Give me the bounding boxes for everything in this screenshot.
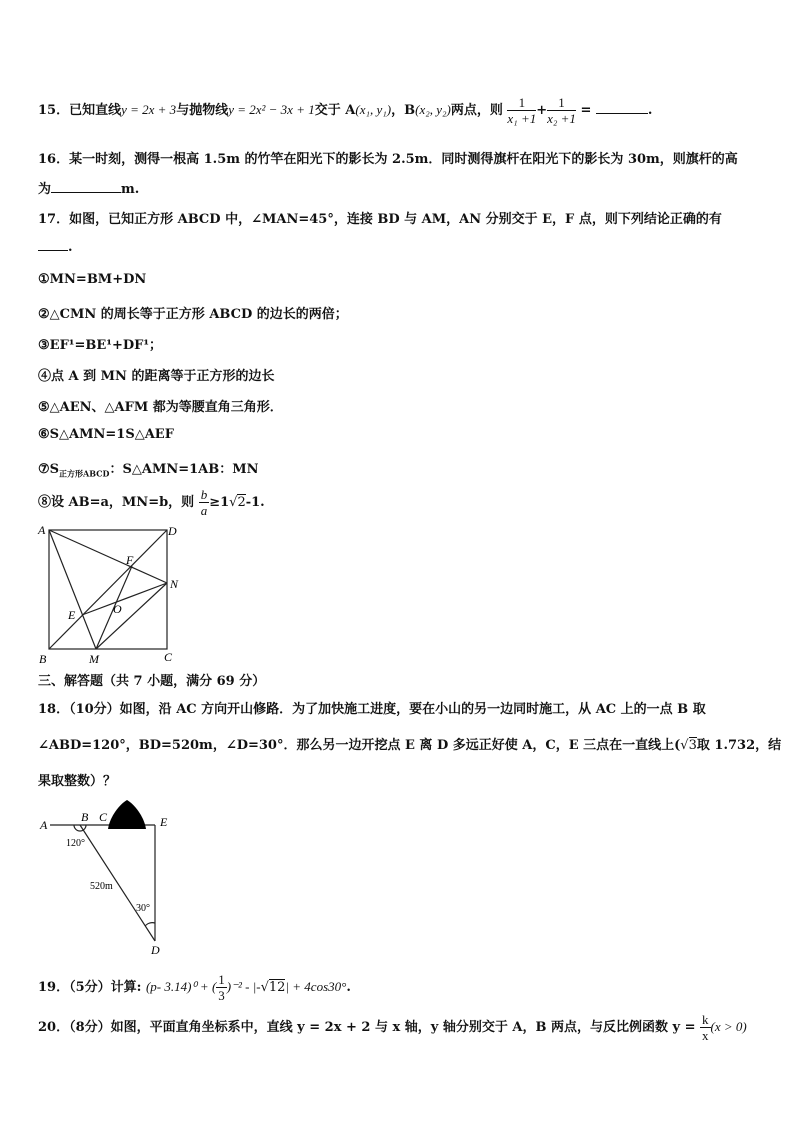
frac-den: a (200, 503, 208, 518)
label-B: B (81, 810, 89, 824)
radicand: 3 (688, 738, 697, 753)
q15-text: 两点，则 (450, 103, 503, 118)
item7-text: ⑦S (38, 462, 60, 477)
label-E: E (68, 608, 76, 622)
question-18-line3: 果取整数）？ (38, 774, 117, 789)
line-equation: y = 2x + 3 (121, 102, 177, 117)
figure-18-road (34, 796, 184, 958)
answer-blank[interactable] (38, 250, 68, 251)
q17-item-3: ③EF¹=BE¹+DF¹； (38, 338, 163, 353)
q15-text: 与抛物线 (176, 103, 229, 118)
fraction-one-third (216, 972, 227, 1003)
point-a-coords: (x₁, y₁) (355, 102, 392, 117)
q18-text: ∠ABD=120°，BD=520m，∠D=30°．那么另一边开挖点 E 离 D 多远正好使 A，C，E 三点在一直线上( (38, 738, 681, 753)
answer-blank[interactable] (51, 192, 121, 193)
frac-den: x (702, 1028, 709, 1043)
fraction-2 (547, 95, 576, 126)
question-16-line2 (38, 178, 139, 197)
label-C: C (164, 650, 173, 664)
fraction-1 (507, 95, 536, 126)
sqrt-sign: √ (680, 738, 689, 753)
plus-sign: + (536, 103, 548, 118)
radicand: 12 (268, 980, 286, 995)
angle-120-label: 120° (66, 838, 85, 849)
sqrt-sign: √ (260, 980, 269, 995)
question-16-line1: 16．某一时刻，测得一根高 1.5m 的竹竿在阳光下的影长为 2.5m．同时测得旗杆在阳光下的影长为 30m，则旗杆的高 (38, 152, 738, 167)
parabola-equation: y = 2x² − 3x + 1 (228, 102, 315, 117)
frac-den: x₂ +1 (547, 111, 576, 126)
question-18-line2 (38, 734, 781, 753)
item8-text: ⑧设 AB=a，MN=b，则 (38, 495, 195, 510)
q17-item-6: ⑥S△AMN=1S△AEF (38, 427, 174, 442)
period: . (346, 980, 351, 995)
label-D: D (168, 524, 177, 538)
period: . (647, 103, 653, 118)
q16-unit: m. (121, 182, 140, 197)
question-15 (38, 95, 652, 126)
q15-text: 交于 A (314, 103, 356, 118)
fraction-k-over-x (700, 1012, 711, 1043)
q17-item-8 (38, 487, 265, 518)
frac-num: 1 (547, 95, 576, 111)
q17-item-4: ④点 A 到 MN 的距离等于正方形的边长 (38, 369, 275, 384)
frac-num: k (702, 1012, 709, 1027)
q17-item-2: ②△CMN 的周长等于正方形 ABCD 的边长的两倍； (38, 307, 348, 322)
sqrt-sign: √ (229, 495, 238, 510)
frac-num: b (200, 487, 208, 502)
section-heading: 三、解答题（共 7 小题，满分 69 分） (38, 674, 266, 689)
angle-30-label: 30° (136, 903, 150, 914)
frac-den: 3 (218, 988, 225, 1003)
item8-text: -1. (245, 495, 265, 510)
fraction-b-over-a (199, 487, 210, 518)
q20-text: 20．（8分）如图，平面直角坐标系中，直线 y = 2x + 2 与 x 轴，y 轴分别交于 A，B 两点，与反比例函数 y = (38, 1020, 696, 1035)
figure-17-square (34, 523, 184, 668)
question-17-line1: 17．如图，已知正方形 ABCD 中，∠MAN=45°，连接 BD 与 AM，AN 分别交于 E，F 点，则下列结论正确的有 (38, 212, 722, 227)
q18-text: 取 1.732，结 (696, 738, 782, 753)
question-19 (38, 972, 351, 1003)
q15-text: 15．已知直线 (38, 103, 122, 118)
question-18-line1: 18．（10分）如图，沿 AC 方向开山修路．为了加快施工进度，要在小山的另一边同时施工，从 AC 上的一点 B 取 (38, 702, 706, 717)
frac-den: x₁ +1 (507, 111, 537, 126)
label-B: B (39, 652, 47, 666)
label-F: F (126, 553, 134, 567)
item7-sub: 正方形ABCD (59, 468, 110, 479)
q19-expr: )⁻² - |- (226, 979, 261, 994)
label-D: D (151, 943, 160, 957)
q19-text: 19．（5分）计算: (38, 980, 142, 995)
q19-expr: (p- 3.14)⁰ + ( (145, 979, 217, 994)
q17-item-1: ①MN=BM+DN (38, 272, 147, 287)
q19-expr: | + 4cos30° (285, 979, 347, 994)
item8-text: ≥1 (209, 495, 230, 510)
label-N: N (170, 577, 179, 591)
label-M: M (89, 652, 99, 666)
label-A: A (40, 818, 48, 832)
q17-item-5: ⑤△AEN、△AFM 都为等腰直角三角形． (38, 400, 283, 415)
label-E: E (160, 815, 168, 829)
point-b-coords: (x₂, y₂) (415, 102, 451, 117)
frac-num: 1 (507, 95, 536, 111)
q17-item-7 (38, 458, 259, 480)
label-C: C (99, 810, 108, 824)
length-label: 520m (90, 881, 113, 892)
q20-condition: (x > 0) (710, 1019, 747, 1034)
period: . (68, 240, 73, 255)
equals-sign: = (580, 103, 592, 118)
item7-text: ：S△AMN=1AB：MN (109, 462, 259, 477)
q15-text: ，B (391, 103, 416, 118)
radicand: 2 (237, 495, 246, 510)
label-O: O (113, 602, 122, 616)
question-20 (38, 1012, 747, 1043)
q16-text: 为 (38, 182, 52, 197)
label-A: A (38, 523, 46, 537)
hill-icon (108, 800, 146, 829)
answer-blank[interactable] (596, 113, 648, 114)
question-17-line2 (38, 240, 73, 255)
frac-num: 1 (218, 972, 225, 987)
